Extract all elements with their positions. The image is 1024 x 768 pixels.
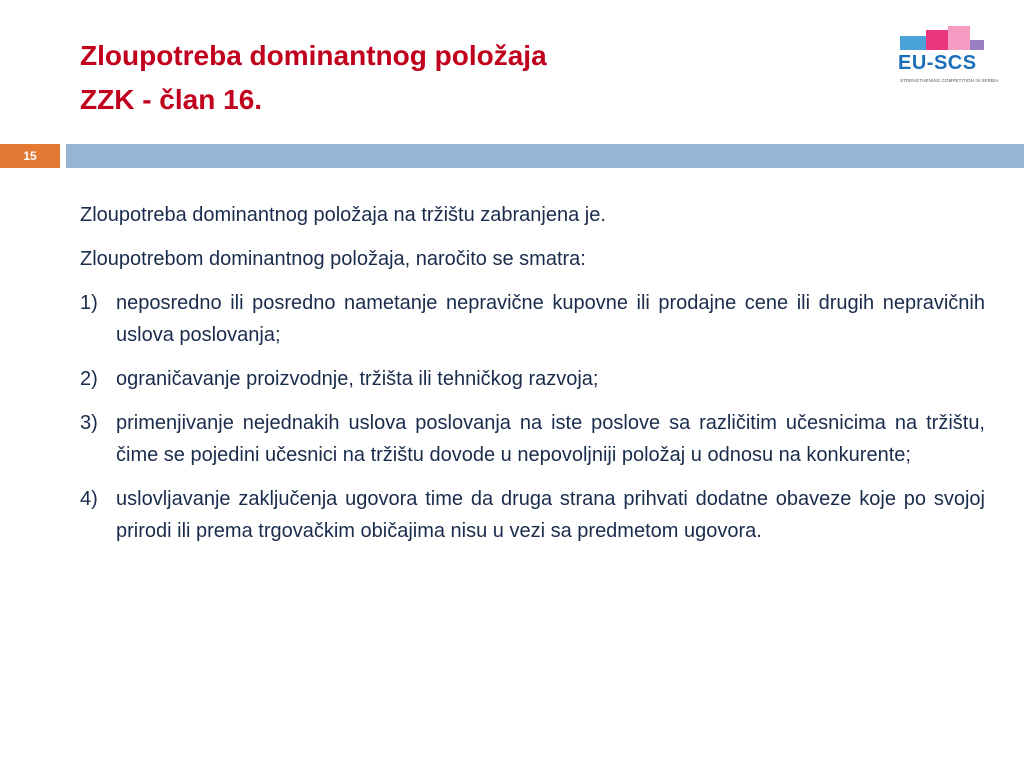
list-item-number: 3) [80,412,98,434]
intro-paragraph-1: Zloupotreba dominantnog položaja na tržištu zabranjena je. [80,204,606,226]
slide-number-badge: 15 [0,144,60,168]
list-item-text: ograničavanje proizvodnje, tržišta ili tehničkog razvoja; [116,368,599,390]
list-item-number: 2) [80,368,98,390]
logo-block-purple [970,40,984,50]
logo-tagline: STRENGTHENING COMPETITION IN SERBIA [900,78,999,83]
title-line-1: Zloupotreba dominantnog položaja [80,40,547,71]
list-item-number: 1) [80,292,98,314]
title-line-2: ZZK - član 16. [80,84,263,115]
logo-wordmark: EU-SCS [898,52,977,74]
list-item [80,363,985,395]
list-item-text: primenjivanje nejednakih uslova poslovanja na iste poslove sa različitim učesnicima na tržištu, čime se pojedini učesnici na tržištu dovode u nepovoljniji položaj u odnosu na konkurente; [116,412,985,466]
list-item-text: neposredno ili posredno nametanje nepravične kupovne ili prodajne cene ili drugih nepravičnih uslova poslovanja; [116,292,985,346]
logo-block-blue [900,36,926,50]
list-item [80,287,985,351]
slide-title [80,34,547,122]
logo-block-pink [948,26,970,50]
list-item [80,407,985,471]
list-item [80,483,985,547]
slide-content [80,199,985,559]
eu-scs-logo [896,26,999,88]
list-item-text: uslovljavanje zaključenja ugovora time da druga strana prihvati dodatne obaveze koje po svojoj prirodi ili prema trgovačkim običajima nisu u vezi sa predmetom ugovora. [116,488,985,542]
intro-paragraph-2: Zloupotrebom dominantnog položaja, naročito se smatra: [80,248,586,270]
logo-block-magenta [926,30,948,50]
header-divider-bar [66,144,1024,168]
abuse-list [80,287,985,547]
list-item-number: 4) [80,488,98,510]
